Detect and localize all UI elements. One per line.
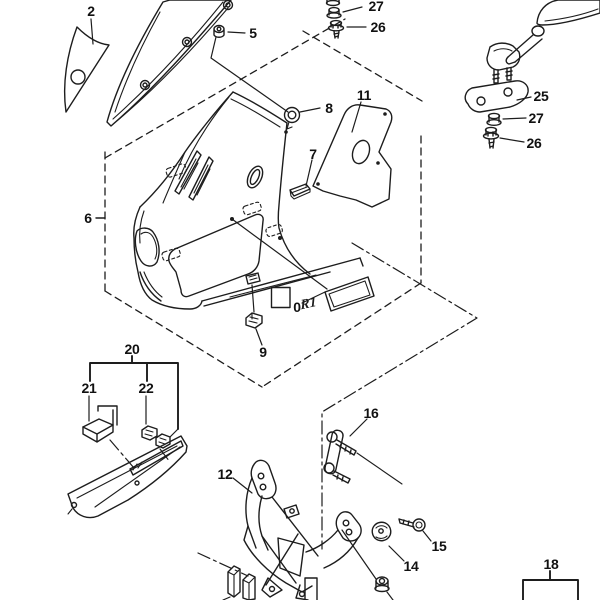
part-label-25-4[interactable]: 25	[533, 88, 549, 104]
part-label-26-3[interactable]: 26	[370, 19, 386, 35]
part-label-26-6[interactable]: 26	[526, 135, 542, 151]
emblem-text: R1	[299, 293, 317, 314]
part-label-11-8[interactable]: 11	[356, 87, 372, 103]
part-label-7-9[interactable]: 7	[309, 146, 317, 162]
target-highlight-box	[272, 288, 291, 308]
part-label-18-20[interactable]: 18	[543, 556, 559, 572]
part-label-21-14[interactable]: 21	[81, 380, 97, 396]
fastener-27-right-nut	[487, 113, 526, 125]
part-label-12-16[interactable]: 12	[217, 466, 233, 482]
part-label-15-18[interactable]: 15	[431, 538, 447, 554]
part-label-9-11[interactable]: 9	[259, 344, 267, 360]
part-label-2-0[interactable]: 2	[87, 3, 95, 19]
part-2-windscreen-trim	[65, 19, 109, 112]
part-label-22-15[interactable]: 22	[138, 380, 154, 396]
part-label-27-2[interactable]: 27	[368, 0, 384, 14]
part-label-8-7[interactable]: 8	[325, 100, 333, 116]
group-18-bracket	[523, 571, 578, 600]
part-label-16-17[interactable]: 16	[363, 405, 379, 421]
part-1-windshield	[107, 0, 233, 126]
mirror-assembly	[487, 0, 600, 83]
collars	[198, 553, 255, 600]
part-25-mirror-bracket	[465, 81, 531, 112]
fastener-26-right-bolt	[484, 127, 525, 148]
part-15-bolt	[399, 519, 431, 541]
part-label-6-10[interactable]: 6	[84, 210, 92, 226]
part-label-0-12[interactable]: 0	[293, 299, 301, 315]
part-label-27-5[interactable]: 27	[528, 110, 544, 126]
part-label-5-1[interactable]: 5	[249, 25, 257, 41]
part-14-damper	[372, 522, 404, 561]
part-8-grommet	[285, 108, 321, 130]
fastener-27-top-nut	[327, 0, 363, 18]
part-label-20-13[interactable]: 20	[124, 341, 140, 357]
part-7-damper-pad	[290, 160, 312, 199]
part-6-front-cowling	[134, 92, 363, 309]
part-label-14-19[interactable]: 14	[403, 558, 419, 574]
part-16-bolts	[324, 419, 402, 484]
part-11-stay-panel	[313, 102, 392, 207]
fastener-26-top-bolt	[329, 21, 367, 38]
